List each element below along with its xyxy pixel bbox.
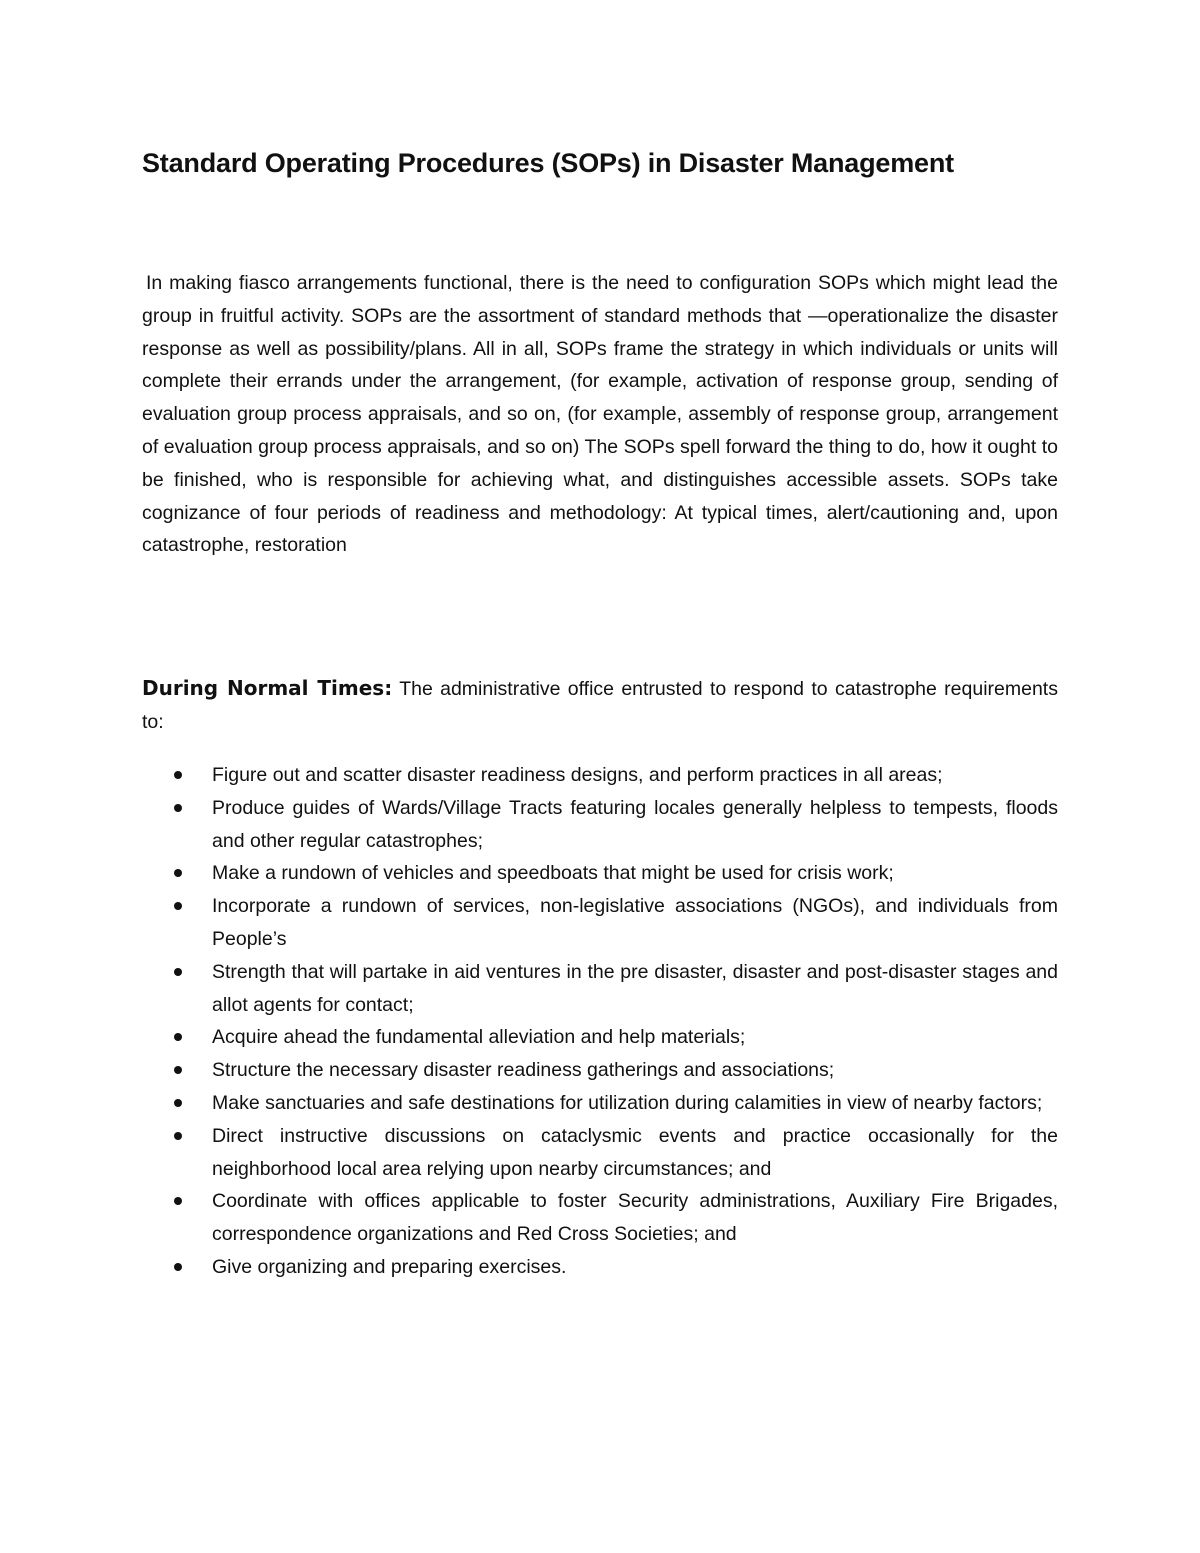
- list-item-text: Make sanctuaries and safe destinations for utilization during calamities in view of nearby factors;: [212, 1091, 1043, 1114]
- list-item: [142, 1251, 1058, 1284]
- list-item: [142, 956, 1058, 1022]
- bullet-icon: [174, 804, 182, 812]
- bullet-icon: [174, 1099, 182, 1107]
- list-item: [142, 1054, 1058, 1087]
- list-item-text: Acquire ahead the fundamental alleviation and help materials;: [212, 1026, 746, 1049]
- bullet-icon: [174, 1066, 182, 1074]
- document-title: Standard Operating Procedures (SOPs) in Disaster Management: [142, 148, 954, 178]
- list-item-text: Strength that will partake in aid ventures in the pre disaster, disaster and post-disaster stages and allot agents for contact;: [212, 960, 1058, 1016]
- list-item: [142, 1087, 1058, 1120]
- list-item-text: Produce guides of Wards/Village Tracts featuring locales generally helpless to tempests, floods and other regular catastrophes;: [212, 796, 1058, 852]
- list-item-text: Coordinate with offices applicable to foster Security administrations, Auxiliary Fire Brigades, correspondence organizations and Red Cross Societies; and: [212, 1190, 1058, 1246]
- list-item: [142, 1120, 1058, 1186]
- bullet-icon: [174, 869, 182, 877]
- list-item-text: Figure out and scatter disaster readiness designs, and perform practices in all areas;: [212, 764, 943, 786]
- list-item: [142, 857, 1058, 890]
- bullet-icon: [174, 1263, 182, 1271]
- list-item: [142, 1185, 1058, 1251]
- list-item: [142, 792, 1058, 858]
- list-item-text: Make a rundown of vehicles and speedboats that might be used for crisis work;: [212, 862, 894, 885]
- section-heading: During Normal Times:: [142, 676, 393, 700]
- list-item-text: Incorporate a rundown of services, non-legislative associations (NGOs), and individuals from People’s: [212, 895, 1058, 950]
- list-item-text: Give organizing and preparing exercises.: [212, 1255, 567, 1278]
- list-item-text: Structure the necessary disaster readiness gatherings and associations;: [212, 1059, 835, 1082]
- bullet-icon: [174, 771, 182, 779]
- bullet-icon: [174, 1197, 182, 1205]
- list-item: [142, 890, 1058, 956]
- bullet-icon: [174, 1132, 182, 1140]
- bullet-list: [142, 759, 1058, 1284]
- intro-paragraph: In making fiasco arrangements functional, there is the need to configuration SOPs which might lead the group in fruitful activity. SOPs are the assortment of standard methods that —operationalize the disaster response as well as possibility/plans. All in all, SOPs frame the strategy in which individuals or units will complete their errands under the arrangement, (for example, activation of response group, sending of evaluation group process appraisals, and so on, (for example, assembly of response group, arrangement of evaluation group process appraisals, and so on) The SOPs spell forward the thing to do, how it ought to be finished, who is responsible for achieving what, and distinguishes accessible assets. SOPs take cognizance of four periods of readiness and methodology: At typical times, alert/cautioning and, upon catastrophe, restoration: [142, 272, 1058, 557]
- list-item: [142, 759, 1058, 792]
- bullet-icon: [174, 968, 182, 976]
- normal-times-paragraph: [142, 672, 1058, 739]
- bullet-icon: [174, 902, 182, 910]
- section-text: The administrative office entrusted to respond to catastrophe requirements to:: [142, 678, 1058, 733]
- bullet-icon: [174, 1033, 182, 1041]
- list-item-text: Direct instructive discussions on cataclysmic events and practice occasionally for the neighborhood local area relying upon nearby circumstances; and: [212, 1124, 1058, 1180]
- list-item: [142, 1021, 1058, 1054]
